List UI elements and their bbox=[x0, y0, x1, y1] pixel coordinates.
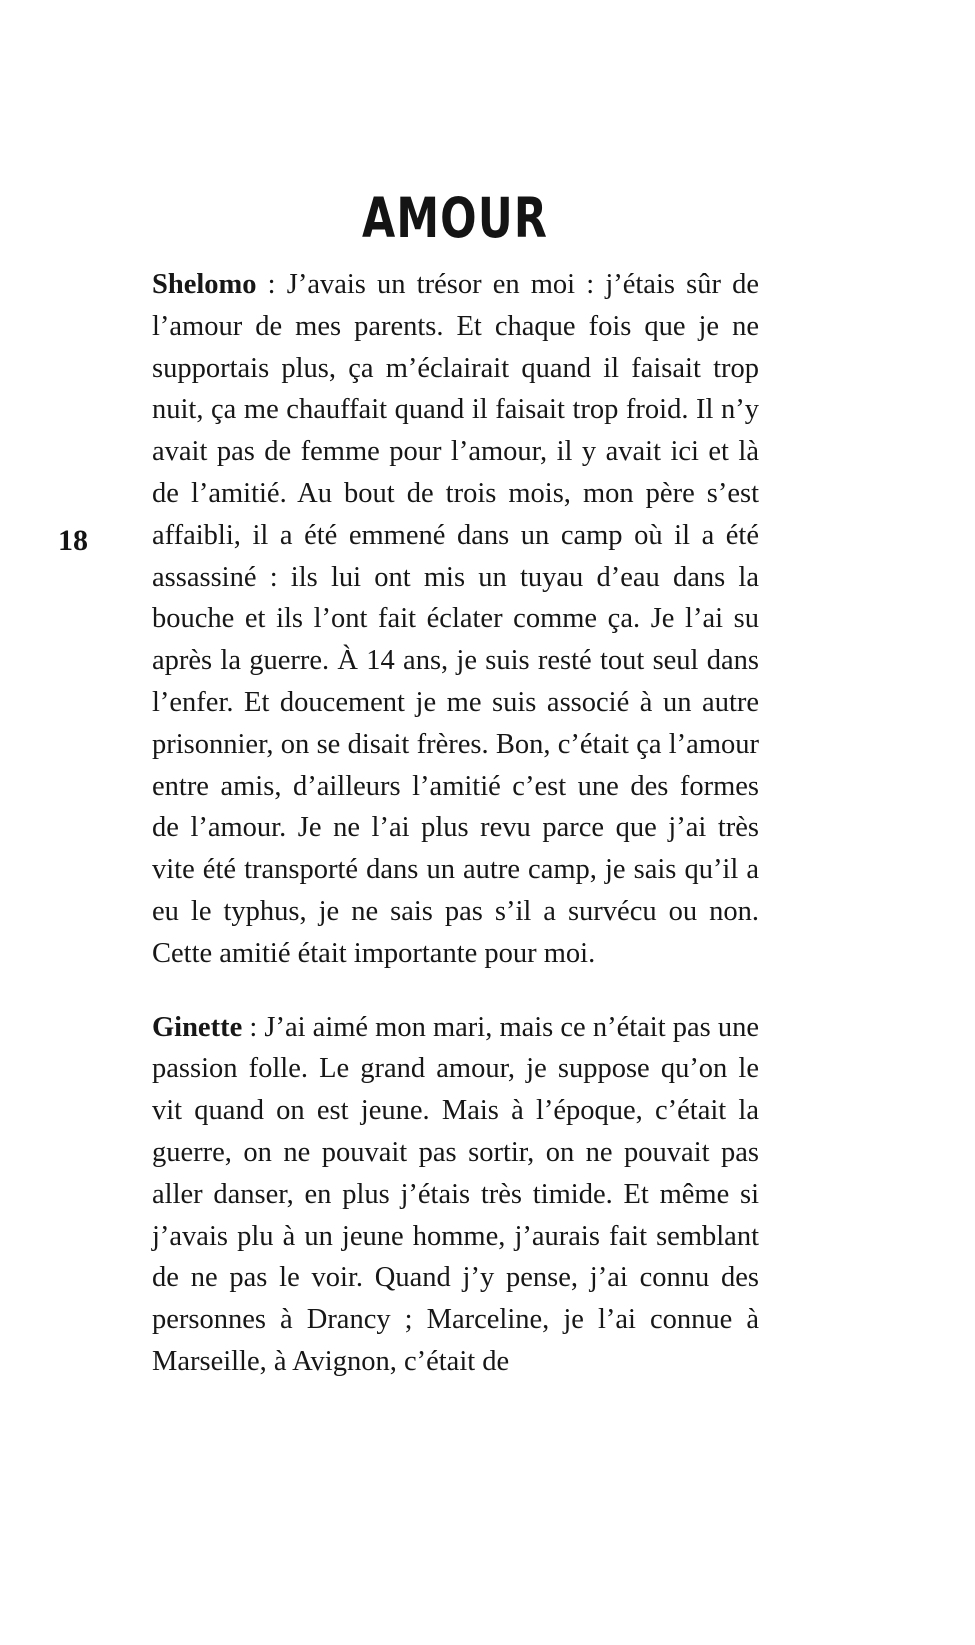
paragraph-body: J’ai aimé mon mari, mais ce n’était pas une passion folle. Le grand amour, je suppose qu’on le vit quand on est jeune. Mais à l’époque, c’était la guerre, on ne pouvait pas sortir, on ne pouvait pas aller danser, en plus j’étais très timide. Et même si j’avais plu à un jeune homme, j’aurais fait semblant de ne pas le voir. Quand j’y pense, j’ai connu des personnes à Drancy ; Marceline, je l’ai connue à Marseille, à Avignon, c’était de bbox=[152, 1011, 760, 1377]
speaker-name-ginette: Ginette bbox=[152, 1011, 243, 1043]
page-title: AMOUR bbox=[361, 185, 549, 250]
page-number: 18 bbox=[58, 524, 88, 557]
speaker-name-shelomo: Shelomo bbox=[152, 269, 257, 300]
body-text-column bbox=[152, 264, 759, 1383]
paragraph-body: J’avais un trésor en moi : j’étais sûr de l’amour de mes parents. Et chaque fois que je ne supportais plus, ça m’éclairait quand il faisait trop nuit, ça me chauffait quand il faisait trop froid. Il n’y avait pas de femme pour l’amour, il y avait ici et là de l’amitié. Au bout de trois mois, mon père s’est affaibli, il a été emmené dans un camp où il a été assassiné : ils lui ont mis un tuyau d’eau dans la bouche et ils l’ont fait éclater comme ça. Je l’ai su après la guerre. À 14 ans, je suis resté tout seul dans l’enfer. Et doucement je me suis associé à un autre prisonnier, on se disait frères. Bon, c’était ça l’amour entre amis, d’ailleurs l’amitié c’est une des formes de l’amour. Je ne l’ai plus revu parce que j’ai très vite été transporté dans un autre camp, je sais qu’il a eu le typhus, je ne sais pas s’il a survécu ou non. Cette amitié était importante pour moi. bbox=[152, 269, 759, 969]
paragraph-ginette bbox=[152, 1007, 759, 1383]
paragraph-shelomo bbox=[152, 264, 759, 975]
speaker-separator: : bbox=[242, 1011, 265, 1043]
speaker-separator: : bbox=[256, 269, 287, 300]
